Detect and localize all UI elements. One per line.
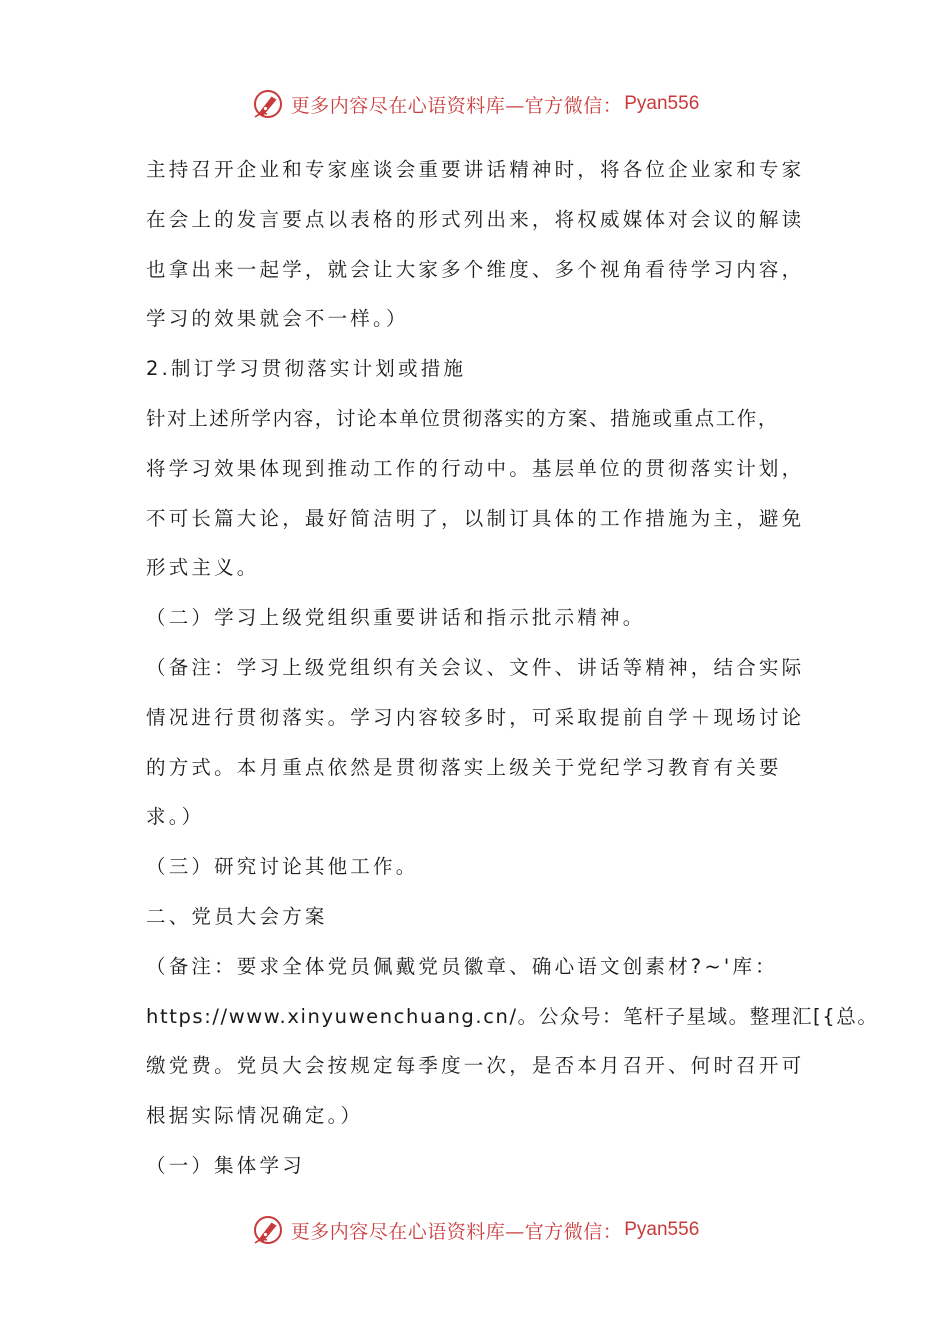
text-line: 也拿出来一起学，就会让大家多个维度、多个视角看待学习内容， — [146, 257, 805, 281]
text-line: 学习的效果就会不一样。） — [146, 307, 409, 331]
section-heading-line: 二、党员大会方案 — [146, 904, 328, 928]
subheading-line: 2.制订学习贯彻落实计划或措施 — [146, 357, 467, 381]
text-line: 缴党费。党员大会按规定每季度一次，是否本月召开、何时召开可 — [146, 1054, 805, 1078]
header-brand-text: 更多内容尽在心语资料库—官方微信： — [290, 94, 623, 117]
text-line: 求。） — [146, 805, 205, 829]
text-line: 针对上述所学内容，讨论本单位贯彻落实的方案、措施或重点工作， — [146, 406, 780, 430]
text-line: （备注：学习上级党组织有关会议、文件、讲话等精神，结合实际 — [146, 655, 805, 679]
text-line: 的方式。本月重点依然是贯彻落实上级关于党纪学习教育有关要 — [146, 755, 782, 779]
url-text-line: https://www.xinyuwenchuang.cn/。公众号：笔杆子星域。整理汇[{总。 — [146, 1004, 879, 1028]
text-line: 将学习效果体现到推动工作的行动中。基层单位的贯彻落实计划， — [146, 456, 805, 480]
header-wechat-id: Pyan556 — [624, 93, 700, 114]
subheading-line: （一）集体学习 — [146, 1153, 305, 1177]
text-line: 主持召开企业和专家座谈会重要讲话精神时，将各位企业家和专家 — [146, 158, 805, 181]
text-line: 根据实际情况确定。） — [146, 1104, 364, 1128]
text-line: （备注：要求全体党员佩戴党员徽章、确心语文创素材?~'库： — [146, 954, 778, 978]
page-footer — [0, 1210, 950, 1250]
text-line: 形式主义。 — [146, 556, 260, 580]
page-header — [0, 84, 950, 124]
document-body — [146, 151, 879, 1197]
pen-nib-logo-icon — [251, 87, 285, 121]
text-line: 情况进行贯彻落实。学习内容较多时，可采取提前自学＋现场讨论 — [146, 705, 805, 729]
subheading-line: （三）研究讨论其他工作。 — [146, 855, 419, 879]
subheading-line: （二）学习上级党组织重要讲话和指示批示精神。 — [146, 606, 646, 630]
footer-brand-text: 更多内容尽在心语资料库—官方微信： — [290, 1220, 623, 1243]
text-line: 不可长篇大论，最好简洁明了，以制订具体的工作措施为主，避免 — [146, 506, 805, 530]
footer-wechat-id: Pyan556 — [624, 1219, 700, 1240]
pen-nib-logo-icon — [251, 1213, 285, 1247]
text-line: 在会上的发言要点以表格的形式列出来，将权威媒体对会议的解读 — [146, 207, 805, 231]
